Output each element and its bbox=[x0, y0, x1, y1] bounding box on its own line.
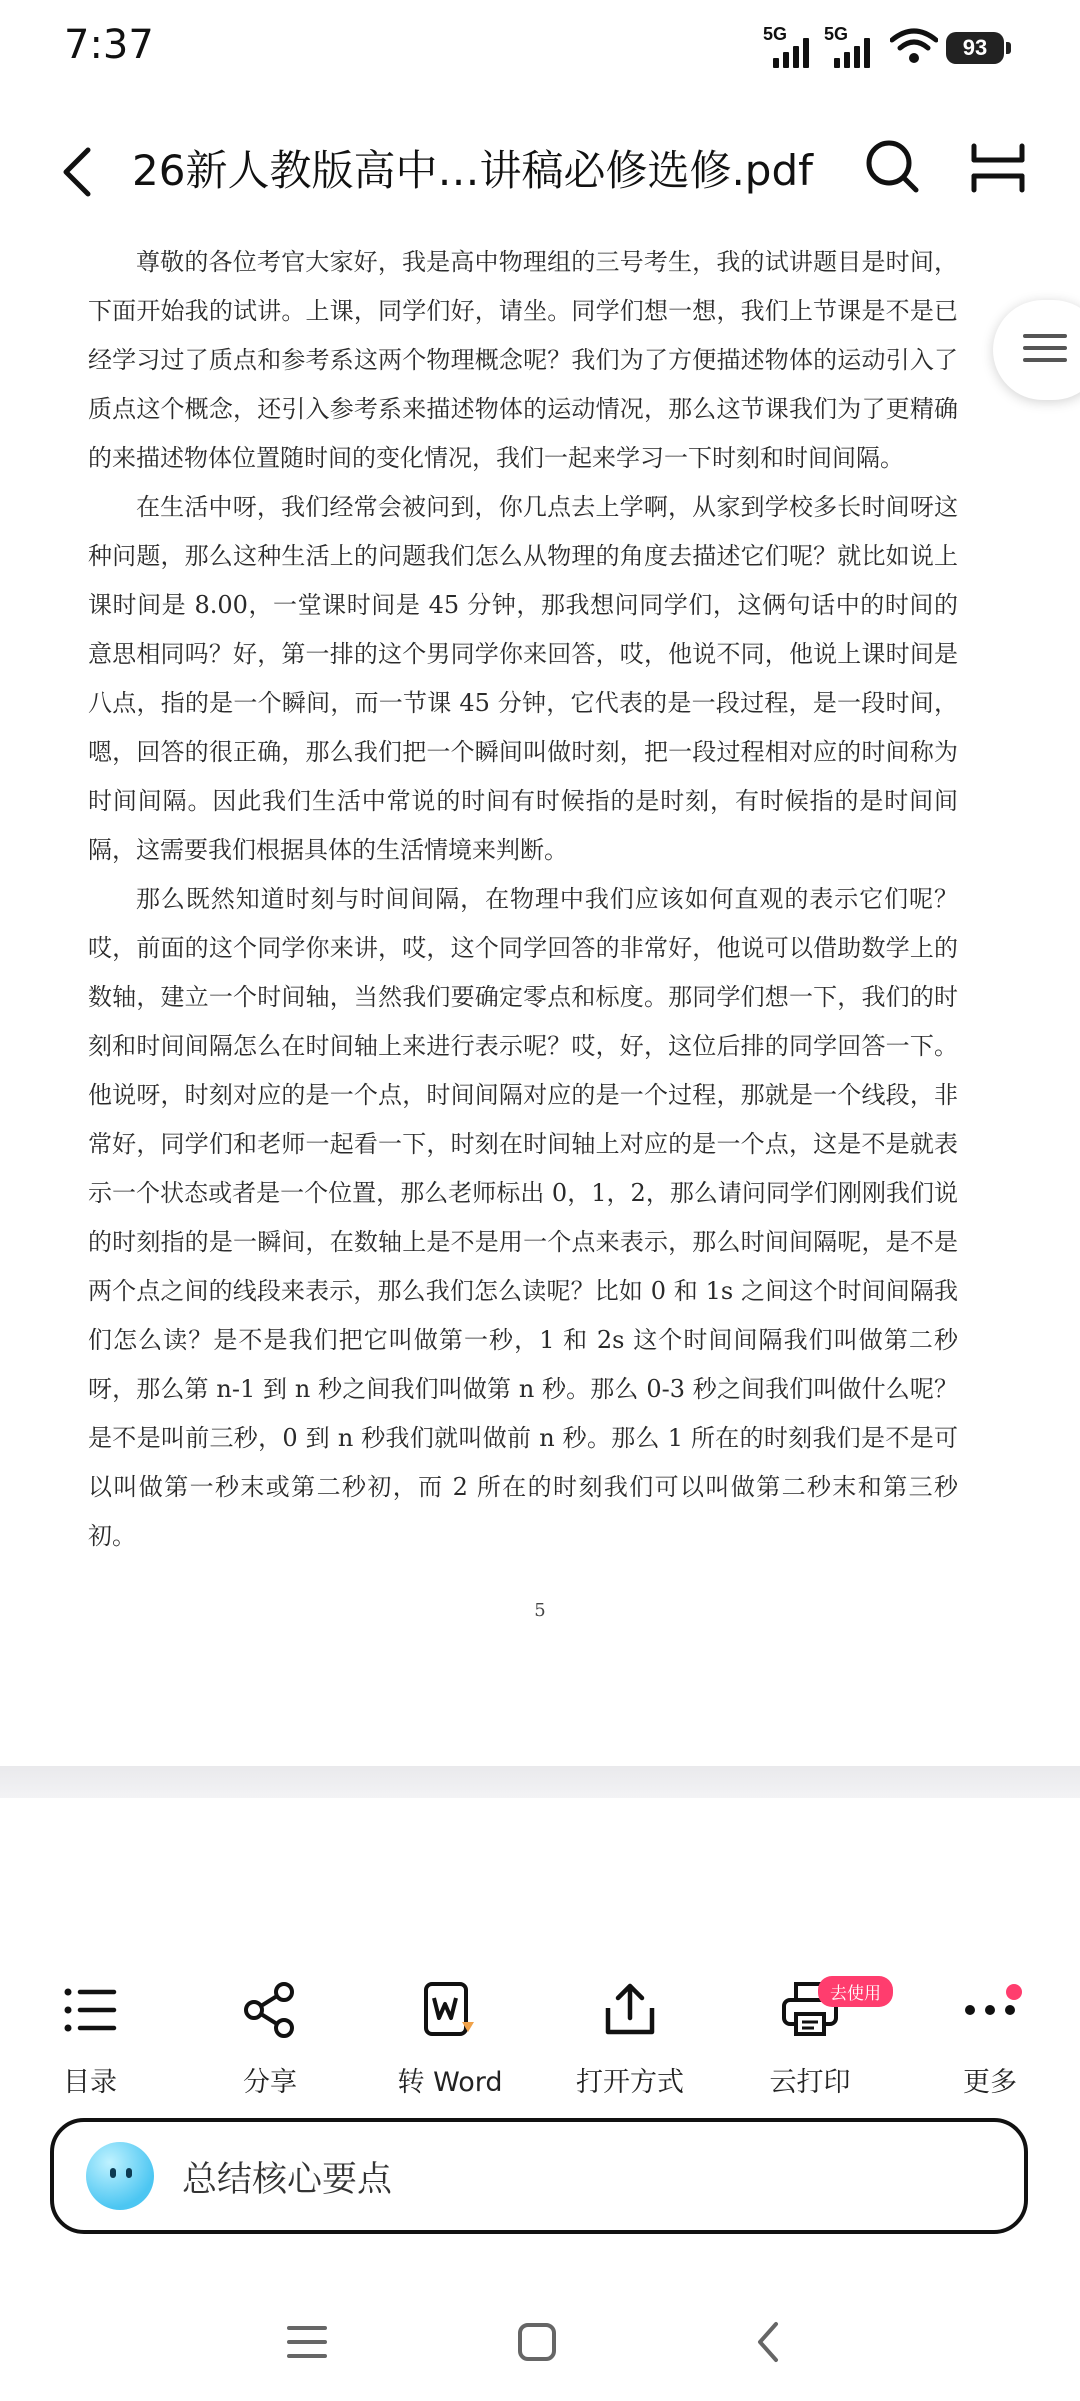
home-icon[interactable] bbox=[515, 2320, 559, 2364]
document-title: 26新人教版高中…讲稿必修选修.pdf bbox=[132, 146, 813, 195]
paragraph: 在生活中呀，我们经常会被问到，你几点去上学啊，从家到学校多长时间呀这种问题，那么这种生活上的问题我们怎么从物理的角度去描述它们呢？就比如说上课时间是 8.00，一堂课时间是 45 分钟，那我想问同学们，这俩句话中的时间的意思相同吗？好，第一排的这个男同学你来回答，哎，他说不同，他说上课时间是八点，指的是一个瞬间，而一节课 45 分钟，它代表的是一段过程，是一段时间，嗯，回答的很正确，那么我们把一个瞬间叫做时刻，把一段过程相对应的时间称为时间间隔。因此我们生活中常说的时间有时候指的是时刻，有时候指的是时间间隔，这需要我们根据具体的生活情境来判断。 bbox=[88, 493, 958, 864]
toolbar-item-catalog[interactable] bbox=[5, 1978, 175, 2099]
toolbar-label: 打开方式 bbox=[576, 2067, 684, 2098]
ai-assistant-avatar-icon bbox=[86, 2142, 154, 2210]
toolbar-item-share[interactable] bbox=[185, 1978, 355, 2099]
pdf-page bbox=[0, 218, 1080, 1766]
toolbar-label: 目录 bbox=[63, 2067, 117, 2098]
page-number: 5 bbox=[534, 1600, 546, 1621]
battery-tip bbox=[1006, 42, 1011, 54]
ai-summary-button[interactable] bbox=[50, 2118, 1028, 2234]
back-arrow-icon[interactable] bbox=[52, 142, 112, 202]
system-nav-bar bbox=[0, 2300, 1080, 2401]
print-promo-badge[interactable]: 去使用 bbox=[818, 1976, 893, 2007]
battery-level: 93 bbox=[946, 32, 1004, 64]
toolbar-item-more[interactable] bbox=[905, 1978, 1075, 2099]
next-pdf-page bbox=[0, 1798, 1080, 1968]
paragraph: 尊敬的各位考官大家好，我是高中物理组的三号考生，我的试讲题目是时间，下面开始我的试讲。上课，同学们好，请坐。同学们想一想，我们上节课是不是已经学习过了质点和参考系这两个物理概念呢？我们为了方便描述物体的运动引入了质点这个概念，还引入参考系来描述物体的运动情况，那么这节课我们为了更精确的来描述物体位置随时间的变化情况，我们一起来学习一下时刻和时间间隔。 bbox=[88, 248, 958, 472]
toolbar-label: 分享 bbox=[243, 2067, 297, 2098]
page-text bbox=[88, 238, 958, 1561]
search-icon[interactable] bbox=[862, 136, 922, 196]
toolbar-item-to-word[interactable] bbox=[365, 1978, 535, 2099]
toolbar-item-open-with[interactable] bbox=[545, 1978, 715, 2099]
status-bar: 7:37 5G 5G 93 bbox=[0, 0, 1080, 100]
word-convert-icon bbox=[418, 1978, 482, 2042]
menu-lines-icon bbox=[1023, 334, 1067, 370]
share-icon bbox=[238, 1978, 302, 2042]
open-with-icon bbox=[598, 1978, 662, 2042]
list-icon bbox=[58, 1978, 122, 2042]
toolbar-label: 更多 bbox=[963, 2067, 1017, 2098]
recent-apps-icon[interactable] bbox=[285, 2320, 329, 2364]
page-divider bbox=[0, 1766, 1080, 1798]
status-time: 7:37 bbox=[64, 22, 154, 68]
header-bar bbox=[0, 120, 1080, 220]
notification-dot bbox=[1006, 1984, 1022, 2000]
ai-prompt-text: 总结核心要点 bbox=[182, 2160, 393, 2200]
split-view-icon[interactable] bbox=[968, 138, 1028, 198]
wifi-icon bbox=[890, 26, 938, 66]
bottom-toolbar bbox=[0, 1962, 1080, 2112]
nav-back-icon[interactable] bbox=[748, 2320, 792, 2364]
toolbar-label: 转 Word bbox=[397, 2067, 503, 2098]
toolbar-label: 云打印 bbox=[769, 2067, 851, 2098]
paragraph: 那么既然知道时刻与时间间隔，在物理中我们应该如何直观的表示它们呢？哎，前面的这个同学你来讲，哎，这个同学回答的非常好，他说可以借助数学上的数轴，建立一个时间轴，当然我们要确定零点和标度。那同学们想一下，我们的时刻和时间间隔怎么在时间轴上来进行表示呢？哎，好，这位后排的同学回答一下。他说呀，时刻对应的是一个点，时间间隔对应的是一个过程，那就是一个线段，非常好，同学们和老师一起看一下，时刻在时间轴上对应的是一个点，这是不是就表示一个状态或者是一个位置，那么老师标出 0，1，2，那么请问同学们刚刚我们说的时刻指的是一瞬间，在数轴上是不是用一个点来表示，那么时间间隔呢，是不是两个点之间的线段来表示，那么我们怎么读呢？比如 0 和 1s 之间这个时间间隔我们怎么读？是不是我们把它叫做第一秒，1 和 2s 这个时间间隔我们叫做第二秒呀，那么第 n-1 到 n 秒之间我们叫做第 n 秒。那么 0-3 秒之间我们叫做什么呢？是不是叫前三秒，0 到 n 秒我们就叫做前 n 秒。那么 1 所在的时刻我们是不是可以叫做第一秒末或第二秒初，而 2 所在的时刻我们可以叫做第二秒末和第三秒初。 bbox=[88, 885, 958, 1550]
